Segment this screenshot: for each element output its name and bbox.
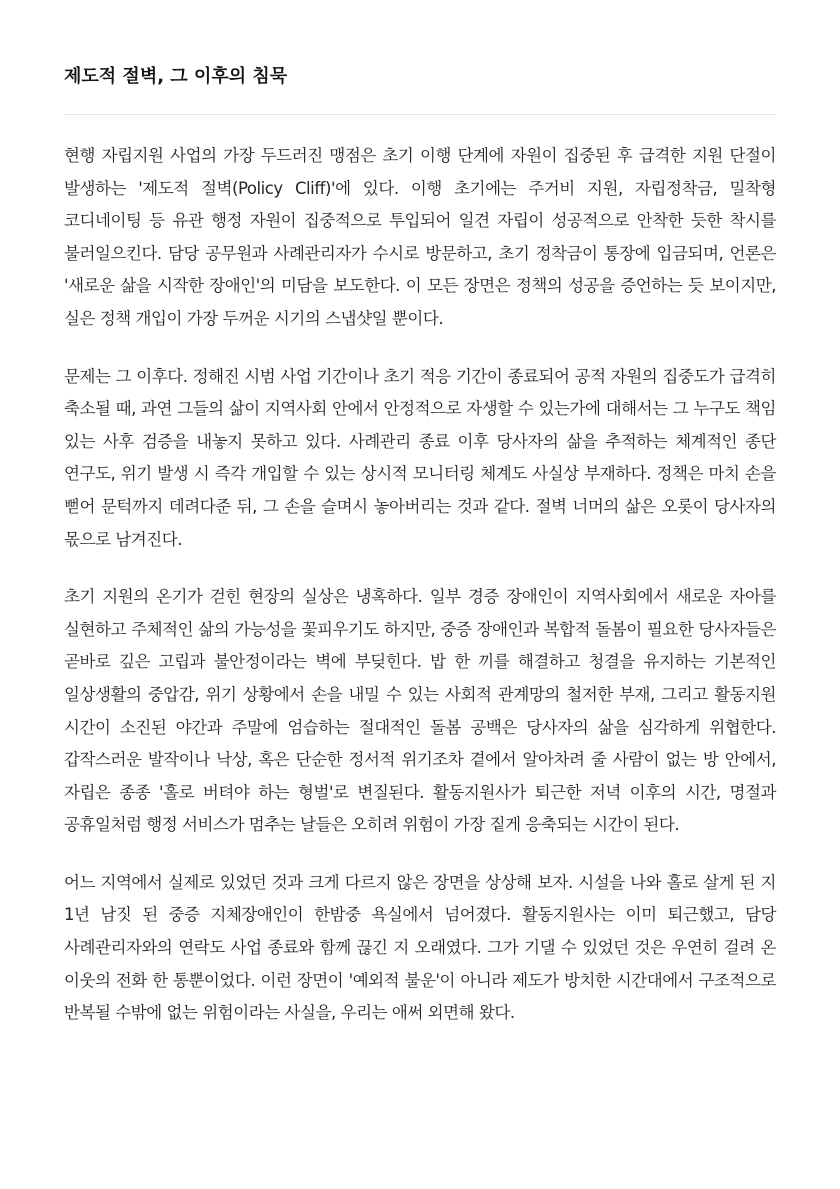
title-divider <box>64 114 776 115</box>
paragraph-2: 문제는 그 이후다. 정해진 시범 사업 기간이나 초기 적응 기간이 종료되어 공적 자원의 집중도가 급격히 축소될 때, 과연 그들의 삶이 지역사회 안에서 안정적으로 자생할 수 있는가에 대해서는 그 누구도 책임 있는 사후 검증을 내놓지 못하고 있다. 사례관리 종료 이후 당사자의 삶을 추적하는 체계적인 종단 연구도, 위기 발생 시 즉각 개입할 수 있는 상시적 모니터링 체계도 사실상 부재하다. 정책은 마치 손을 뻗어 문턱까지 데려다준 뒤, 그 손을 슬며시 놓아버리는 것과 같다. 절벽 너머의 삶은 오롯이 당사자의 몫으로 남겨진다. <box>64 366 776 549</box>
article-body <box>64 140 776 1055</box>
paragraph-3: 초기 지원의 온기가 걷힌 현장의 실상은 냉혹하다. 일부 경증 장애인이 지역사회에서 새로운 자아를 실현하고 주체적인 삶의 가능성을 꽃피우기도 하지만, 중증 장애인과 복합적 돌봄이 필요한 당사자들은 곧바로 깊은 고립과 불안정이라는 벽에 부딪힌다. 밥 한 끼를 해결하고 청결을 유지하는 기본적인 일상생활의 중압감, 위기 상황에서 손을 내밀 수 있는 사회적 관계망의 철저한 부재, 그리고 활동지원 시간이 소진된 야간과 주말에 엄습하는 절대적인 돌봄 공백은 당사자의 삶을 심각하게 위협한다. 갑작스러운 발작이나 낙상, 혹은 단순한 정서적 위기조차 곁에서 알아차려 줄 사람이 없는 방 안에서, 자립은 종종 '홀로 버텨야 하는 형벌'로 변질된다. 활동지원사가 퇴근한 저녁 이후의 시간, 명절과 공휴일처럼 행정 서비스가 멈추는 날들은 오히려 위험이 가장 짙게 응축되는 시간이 된다. <box>64 587 777 835</box>
paragraph-4: 어느 지역에서 실제로 있었던 것과 크게 다르지 않은 장면을 상상해 보자. 시설을 나와 홀로 살게 된 지 1년 남짓 된 중증 지체장애인이 한밤중 욕실에서 넘어졌다. 활동지원사는 이미 퇴근했고, 담당 사례관리자와의 연락도 사업 종료와 함께 끊긴 지 오래였다. 그가 기댈 수 있었던 것은 우연히 걸려 온 이웃의 전화 한 통뿐이었다. 이런 장면이 '예외적 불운'이 아니라 제도가 방치한 시간대에서 구조적으로 반복될 수밖에 없는 위험이라는 사실을, 우리는 애써 외면해 왔다. <box>64 872 776 1023</box>
paragraph-1: 현행 자립지원 사업의 가장 두드러진 맹점은 초기 이행 단계에 자원이 집중된 후 급격한 지원 단절이 발생하는 '제도적 절벽(Policy Cliff)'에 있다. 이행 초기에는 주거비 지원, 자립정착금, 밀착형 코디네이팅 등 유관 행정 자원이 집중적으로 투입되어 일견 자립이 성공적으로 안착한 듯한 착시를 불러일으킨다. 담당 공무원과 사례관리자가 수시로 방문하고, 초기 정착금이 통장에 입금되며, 언론은 '새로운 삶을 시작한 장애인'의 미담을 보도한다. 이 모든 장면은 정책의 성공을 증언하는 듯 보이지만, 실은 정책 개입이 가장 두꺼운 시기의 스냅샷일 뿐이다. <box>64 146 776 328</box>
article-title: 제도적 절벽, 그 이후의 침묵 <box>64 66 288 87</box>
